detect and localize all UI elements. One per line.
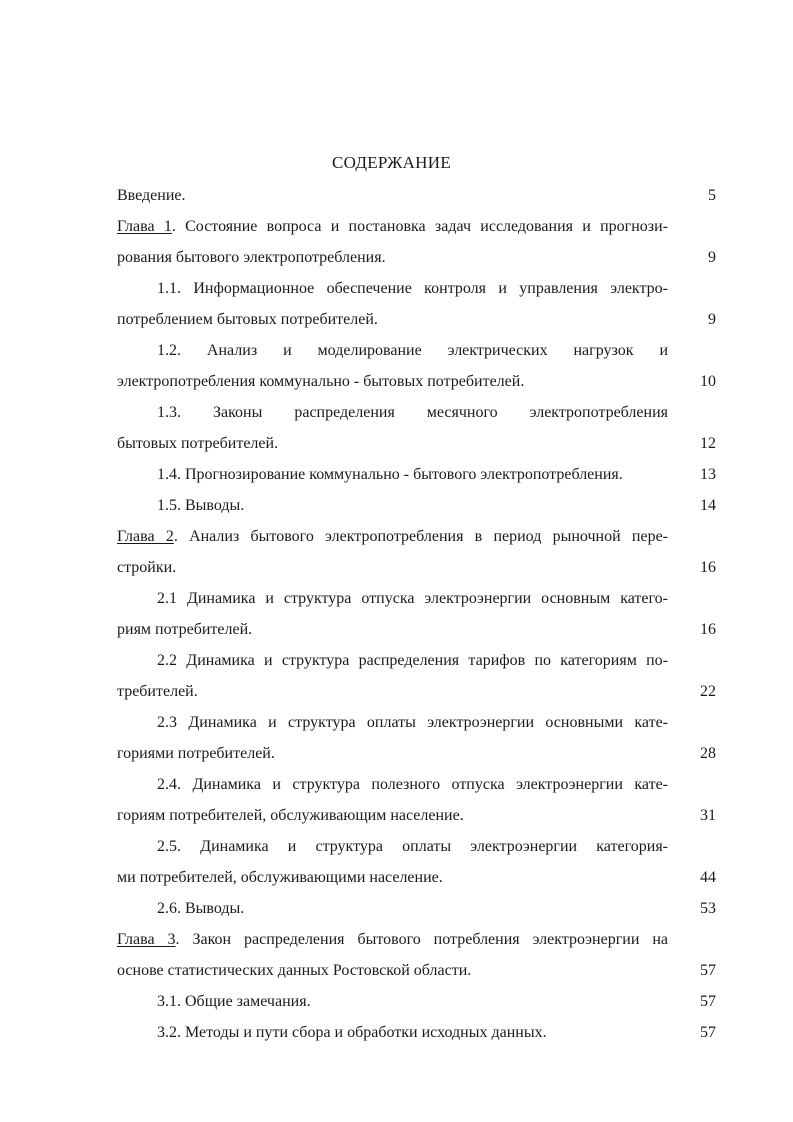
toc-page-number: 57 <box>700 993 716 1010</box>
toc-line: ми потребителей, обслуживающими население. <box>117 869 443 886</box>
toc-page-number: 31 <box>700 807 716 824</box>
toc-line: . Закон распределения бытового потребления электроэнергии на <box>175 931 669 948</box>
toc-entry-chapter-3 <box>117 930 668 950</box>
toc-page-number: 57 <box>700 962 716 979</box>
toc-page-number: 5 <box>708 187 716 204</box>
toc-page-number: 9 <box>708 249 716 266</box>
chapter-label: Глава 2 <box>117 528 174 545</box>
toc-entry-section-3-1: 3.1. Общие замечания. <box>157 993 311 1010</box>
toc-entry-section-2-2: 2.2 Динамика и структура распределения тарифов по категориям по- <box>157 652 668 669</box>
toc-entry-section-1-2: 1.2. Анализ и моделирование электрических нагрузок и <box>157 342 668 359</box>
toc-line: потреблением бытовых потребителей. <box>117 311 378 328</box>
toc-entry-section-1-4: 1.4. Прогнозирование коммунально - бытового электропотребления. <box>157 466 623 483</box>
toc-entry-section-3-2: 3.2. Методы и пути сбора и обработки исходных данных. <box>157 1024 547 1041</box>
toc-page-number: 28 <box>700 745 716 762</box>
toc-title: СОДЕРЖАНИЕ <box>331 153 452 172</box>
toc-entry-section-2-3: 2.3 Динамика и структура оплаты электроэнергии основными кате- <box>157 714 668 731</box>
toc-entry-chapter-2 <box>117 527 668 547</box>
toc-entry-section-1-1: 1.1. Информационное обеспечение контроля и управления электро- <box>157 280 668 297</box>
toc-page-number: 10 <box>700 373 716 390</box>
toc-line: рования бытового электропотребления. <box>117 249 386 266</box>
toc-line: стройки. <box>117 559 177 576</box>
toc-line: гориям потребителей, обслуживающим население. <box>117 807 464 824</box>
toc-entry-section-1-5: 1.5. Выводы. <box>157 497 245 514</box>
toc-page-number: 13 <box>700 466 716 483</box>
toc-line: основе статистических данных Ростовской области. <box>117 962 472 979</box>
toc-page-number: 44 <box>700 869 716 886</box>
toc-line: Введение. <box>117 187 186 204</box>
toc-page-number: 12 <box>700 435 716 452</box>
toc-page-number: 16 <box>700 621 716 638</box>
toc-page-number: 57 <box>700 1024 716 1041</box>
toc-line: требителей. <box>117 683 198 700</box>
toc-line: гориями потребителей. <box>117 745 275 762</box>
toc-entry-section-1-3: 1.3. Законы распределения месячного электропотребления <box>157 404 668 421</box>
toc-page-number: 9 <box>708 311 716 328</box>
toc-entry-section-2-1: 2.1 Динамика и структура отпуска электроэнергии основным катего- <box>157 590 668 607</box>
toc-entry-section-2-5: 2.5. Динамика и структура оплаты электроэнергии категория- <box>157 838 668 855</box>
toc-line: электропотребления коммунально - бытовых потребителей. <box>117 373 525 390</box>
toc-page-number: 14 <box>700 497 716 514</box>
toc-entry-introduction <box>117 186 186 206</box>
toc-page-number: 53 <box>700 900 716 917</box>
toc-page-number: 16 <box>700 559 716 576</box>
toc-entry-section-2-4: 2.4. Динамика и структура полезного отпуска электроэнергии кате- <box>157 776 668 793</box>
toc-line: риям потребителей. <box>117 621 253 638</box>
toc-line: . Состояние вопроса и постановка задач исследования и прогнози- <box>171 218 668 235</box>
toc-entry-section-2-6: 2.6. Выводы. <box>157 900 245 917</box>
toc-entry-chapter-1 <box>117 217 668 237</box>
chapter-label: Глава 3 <box>117 931 176 948</box>
chapter-label: Глава 1 <box>117 218 172 235</box>
toc-page-number: 22 <box>700 683 716 700</box>
toc-line: бытовых потребителей. <box>117 435 279 452</box>
toc-line: . Анализ бытового электропотребления в период рыночной пере- <box>173 528 669 545</box>
